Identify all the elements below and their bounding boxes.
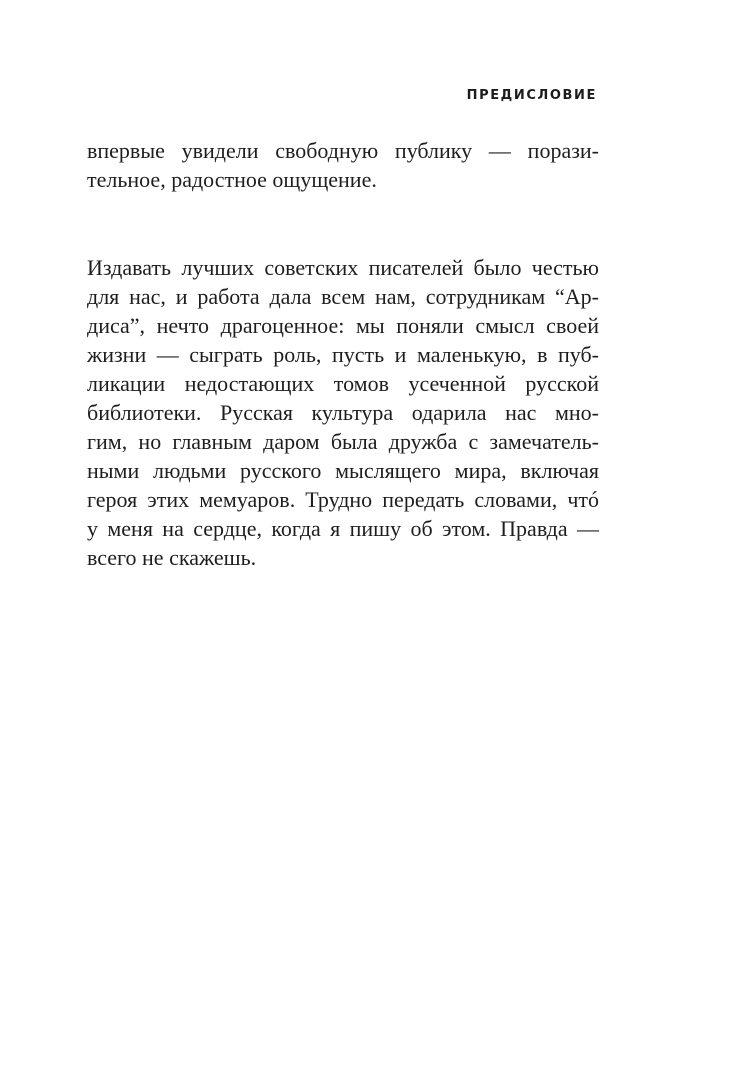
text-line: диса”, нечто драгоценное: мы поняли смысл своей: [87, 313, 599, 338]
text-line: ными людьми русского мыслящего мира, включая: [87, 458, 599, 483]
text-line: для нас, и работа дала всем нам, сотрудникам “Ар-: [87, 284, 599, 309]
text-line: Издавать лучших советских писателей было честью: [87, 255, 599, 280]
text-line: тельное, радостное ощущение.: [87, 167, 377, 192]
text-line: ликации недостающих томов усеченной русской: [87, 371, 599, 396]
running-head: ПРЕДИСЛОВИЕ: [466, 88, 597, 103]
paragraph-2: [87, 253, 599, 572]
paragraph-1: [87, 136, 599, 194]
text-line: гим, но главным даром была дружба с замечатель-: [87, 429, 599, 454]
text-line: жизни — сыграть роль, пусть и маленькую, в пуб-: [87, 342, 599, 367]
text-line: впервые увидели свободную публику — порази-: [87, 138, 599, 163]
text-line: библиотеки. Русская культура одарила нас мно-: [87, 400, 599, 425]
text-line: у меня на сердце, когда я пишу об этом. Правда —: [87, 516, 599, 541]
text-line: героя этих мемуаров. Трудно передать словами, чтó: [87, 487, 599, 512]
text-line: всего не скажешь.: [87, 545, 257, 570]
